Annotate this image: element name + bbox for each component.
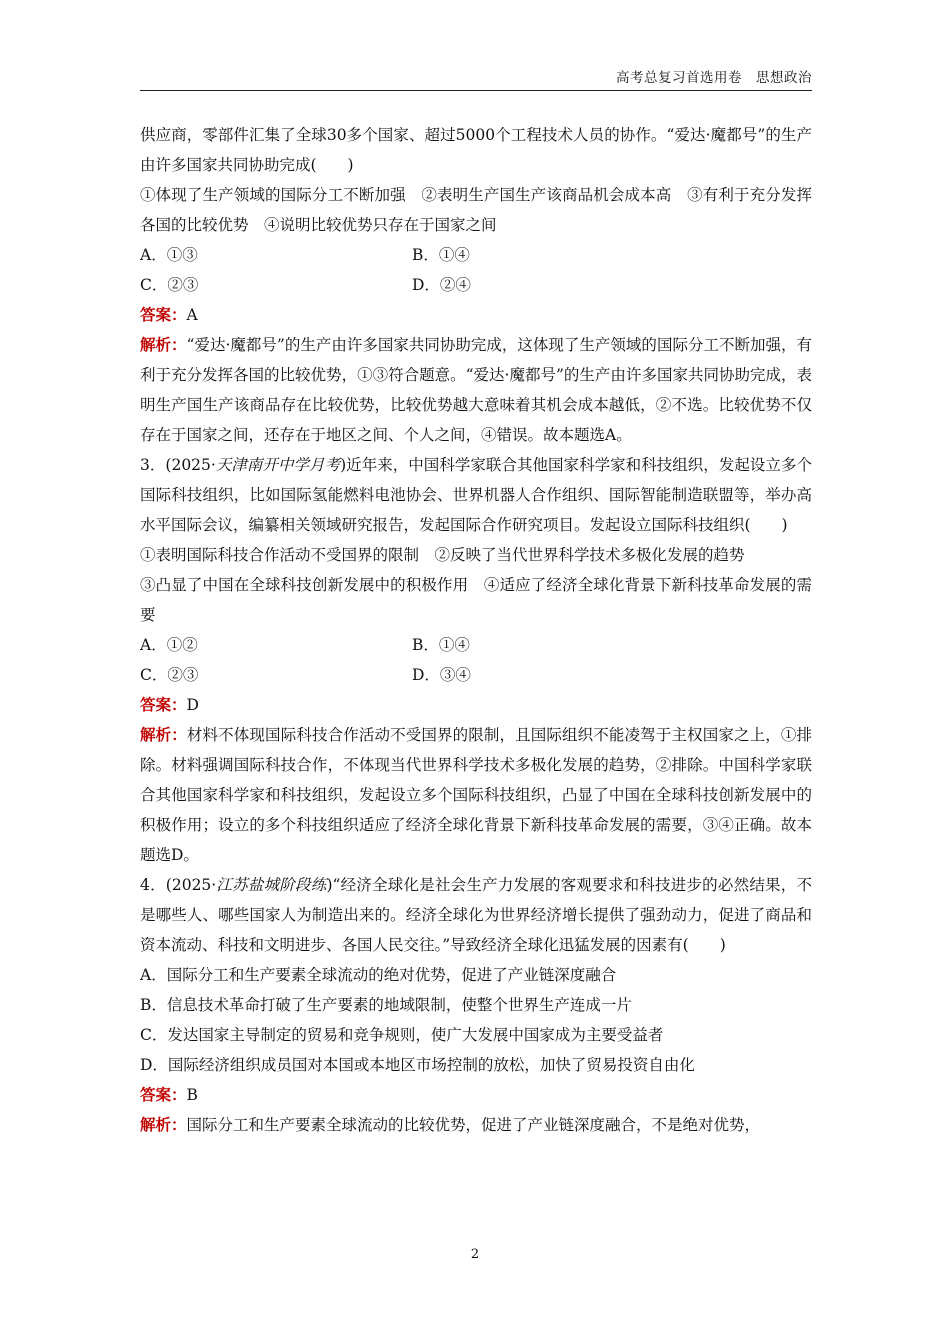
book-title: 高考总复习首选用卷: [616, 70, 742, 86]
q3-statements-2: ③凸显了中国在全球科技创新发展中的积极作用 ④适应了经济全球化背景下新科技革命发展的需要: [140, 576, 812, 624]
q2-statements: ①体现了生产领域的国际分工不断加强 ②表明生产国生产该商品机会成本高 ③有利于充分发挥各国的比较优势 ④说明比较优势只存在于国家之间: [140, 186, 812, 234]
q4-number: 4．(2025·: [140, 876, 217, 894]
answer-value: B: [186, 1086, 198, 1104]
analysis-text: 材料不体现国际科技合作活动不受国界的限制，且国际组织不能凌驾于主权国家之上，①排除。材料强调国际科技合作，不体现当代世界科学技术多极化发展的趋势，②排除。中国科学家联合其他国家科学家和科技组织，发起设立多个国际科技组织，凸显了中国在全球科技创新发展中的积极作用；设立的多个科技组织适应了经济全球化背景下新科技革命发展的需要，③④正确。故本题选D。: [140, 726, 812, 864]
q2-analysis: [140, 330, 812, 450]
q2-option-d: D．②④: [412, 276, 471, 294]
q3-options-row-2: [140, 660, 812, 690]
q4-answer: [140, 1080, 812, 1110]
answer-value: A: [186, 306, 198, 324]
q3-stem-text: )近年来，中国科学家联合其他国家科学家和科技组织，发起设立多个国际科技组织，比如国际氢能燃料电池协会、世界机器人合作组织、国际智能制造联盟等，举办高水平国际会议，编纂相关领域研究报告，发起国际合作研究项目。发起设立国际科技组织( ): [140, 456, 812, 534]
q2-option-b: B．①④: [412, 246, 470, 264]
analysis-text: 国际分工和生产要素全球流动的比较优势，促进了产业链深度融合，不是绝对优势，: [186, 1116, 761, 1134]
q3-stem: [140, 450, 812, 540]
q2-option-a: A．①③: [140, 246, 198, 264]
q4-source: 江苏盐城阶段练: [216, 876, 327, 894]
q4-option-b: B．信息技术革命打破了生产要素的地域限制，使整个世界生产连成一片: [140, 996, 632, 1014]
page-content: [140, 120, 812, 1140]
subject-title: 思想政治: [756, 70, 812, 86]
page-number: 2: [470, 1247, 480, 1262]
analysis-label: 解析：: [140, 725, 187, 744]
analysis-text: “爱达·魔都号”的生产由许多国家共同协助完成，这体现了生产领域的国际分工不断加强，有利于充分发挥各国的比较优势，①③符合题意。“爱达·魔都号”的生产由许多国家共同协助完成，表明生产国生产该商品存在比较优势，比较优势越大意味着其机会成本越低，②不选。比较优势不仅存在于国家之间，还存在于地区之间、个人之间，④错误。故本题选A。: [140, 336, 812, 444]
q3-option-a: A．①②: [140, 636, 198, 654]
q3-number: 3．(2025·: [140, 456, 216, 474]
q2-option-c: C．②③: [140, 276, 199, 294]
q4-analysis: [140, 1110, 812, 1140]
q3-statements-1: ①表明国际科技合作活动不受国界的限制 ②反映了当代世界科学技术多极化发展的趋势: [140, 546, 745, 564]
q3-option-b: B．①④: [412, 636, 470, 654]
q2-options-row-2: [140, 270, 812, 300]
q3-source: 天津南开中学月考: [215, 456, 341, 474]
q3-answer: [140, 690, 812, 720]
q2-options-row-1: [140, 240, 812, 270]
page-header: [140, 66, 812, 91]
q2-stem: 供应商，零部件汇集了全球30多个国家、超过5000个工程技术人员的协作。“爱达·魔都号”的生产由许多国家共同协助完成( ): [140, 126, 812, 174]
answer-value: D: [186, 696, 199, 714]
q3-option-d: D．③④: [412, 666, 471, 684]
analysis-label: 解析：: [140, 1115, 187, 1134]
answer-label: 答案：: [140, 305, 187, 324]
q4-stem-text: )“经济全球化是社会生产力发展的客观要求和科技进步的必然结果，不是哪些人、哪些国家人为制造出来的。经济全球化为世界经济增长提供了强劲动力，促进了商品和资本流动、科技和文明进步、各国人民交往。”导致经济全球化迅猛发展的因素有( ): [140, 876, 812, 954]
q2-answer: [140, 300, 812, 330]
q4-option-d: D．国际经济组织成员国对本国或本地区市场控制的放松，加快了贸易投资自由化: [140, 1056, 695, 1074]
q4-stem: [140, 870, 812, 960]
answer-label: 答案：: [140, 695, 187, 714]
q3-option-c: C．②③: [140, 666, 199, 684]
answer-label: 答案：: [140, 1085, 187, 1104]
analysis-label: 解析：: [140, 335, 187, 354]
q3-options-row-1: [140, 630, 812, 660]
q4-option-a: A．国际分工和生产要素全球流动的绝对优势，促进了产业链深度融合: [140, 966, 617, 984]
q4-option-c: C．发达国家主导制定的贸易和竞争规则，使广大发展中国家成为主要受益者: [140, 1026, 664, 1044]
q3-analysis: [140, 720, 812, 870]
